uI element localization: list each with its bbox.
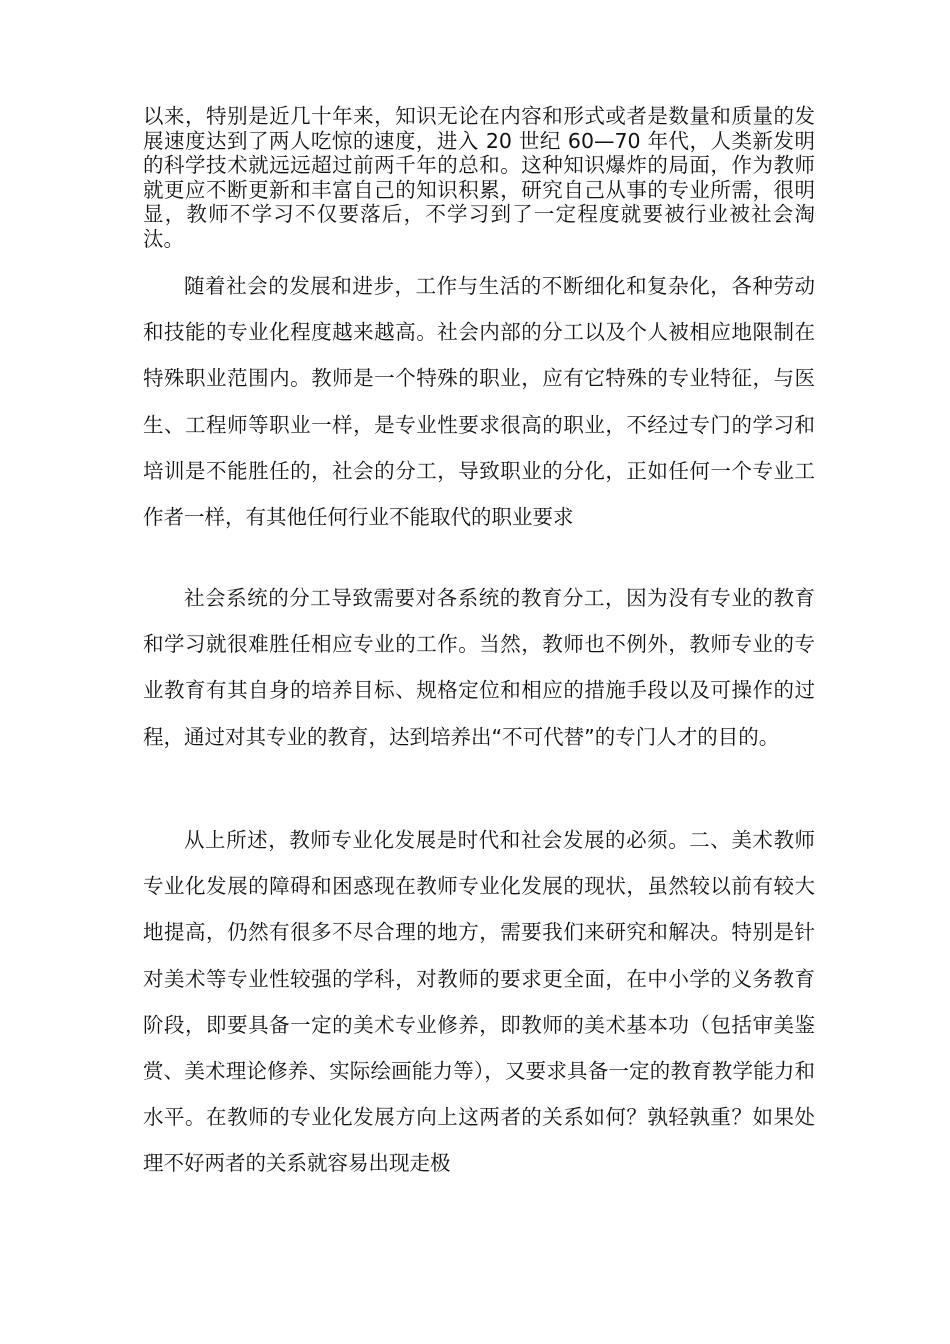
paragraph-art-teacher-development: 从上所述，教师专业化发展是时代和社会发展的必须。二、美术教师专业化发展的障碍和困惑现在教师专业化发展的现状，虽然较以前有较大地提高，仍然有很多不尽合理的地方，需要我们来研究和解决。特别是针对美术等专业性较强的学科，对教师的要求更全面，在中小学的义务教育阶段，即要具备一定的美术专业修养，即教师的美术基本功（包括审美鉴赏、美术理论修养、实际绘画能力等），又要求具备一定的教育教学能力和水平。在教师的专业化发展方向上这两者的关系如何？孰轻孰重？如果处理不好两者的关系就容易出现走极 xyxy=(143,828,815,1176)
paragraph-knowledge-growth: 以来，特别是近几十年来，知识无论在内容和形式或者是数量和质量的发展速度达到了两人吃惊的速度，进入 20 世纪 60—70 年代，人类新发明的科学技术就远远超过前两千年的总和。这种知识爆炸的局面，作为教师就更应不断更新和丰富自己的知识积累，研究自己从事的专业所需，很明显，教师不学习不仅要落后，不学习到了一定程度就要被行业被社会淘汰。 xyxy=(143,104,815,251)
paragraph-education-division: 社会系统的分工导致需要对各系统的教育分工，因为没有专业的教育和学习就很难胜任相应专业的工作。当然，教师也不例外，教师专业的专业教育有其自身的培养目标、规格定位和相应的措施手段以及可操作的过程，通过对其专业的教育，达到培养出“不可代替”的专门人才的目的。 xyxy=(143,586,815,749)
paragraph-specialization: 随着社会的发展和进步，工作与生活的不断细化和复杂化，各种劳动和技能的专业化程度越来越高。社会内部的分工以及个人被相应地限制在特殊职业范围内。教师是一个特殊的职业，应有它特殊的专业特征，与医生、工程师等职业一样，是专业性要求很高的职业，不经过专门的学习和培训是不能胜任的，社会的分工，导致职业的分化，正如任何一个专业工作者一样，有其他任何行业不能取代的职业要求 xyxy=(143,274,815,530)
